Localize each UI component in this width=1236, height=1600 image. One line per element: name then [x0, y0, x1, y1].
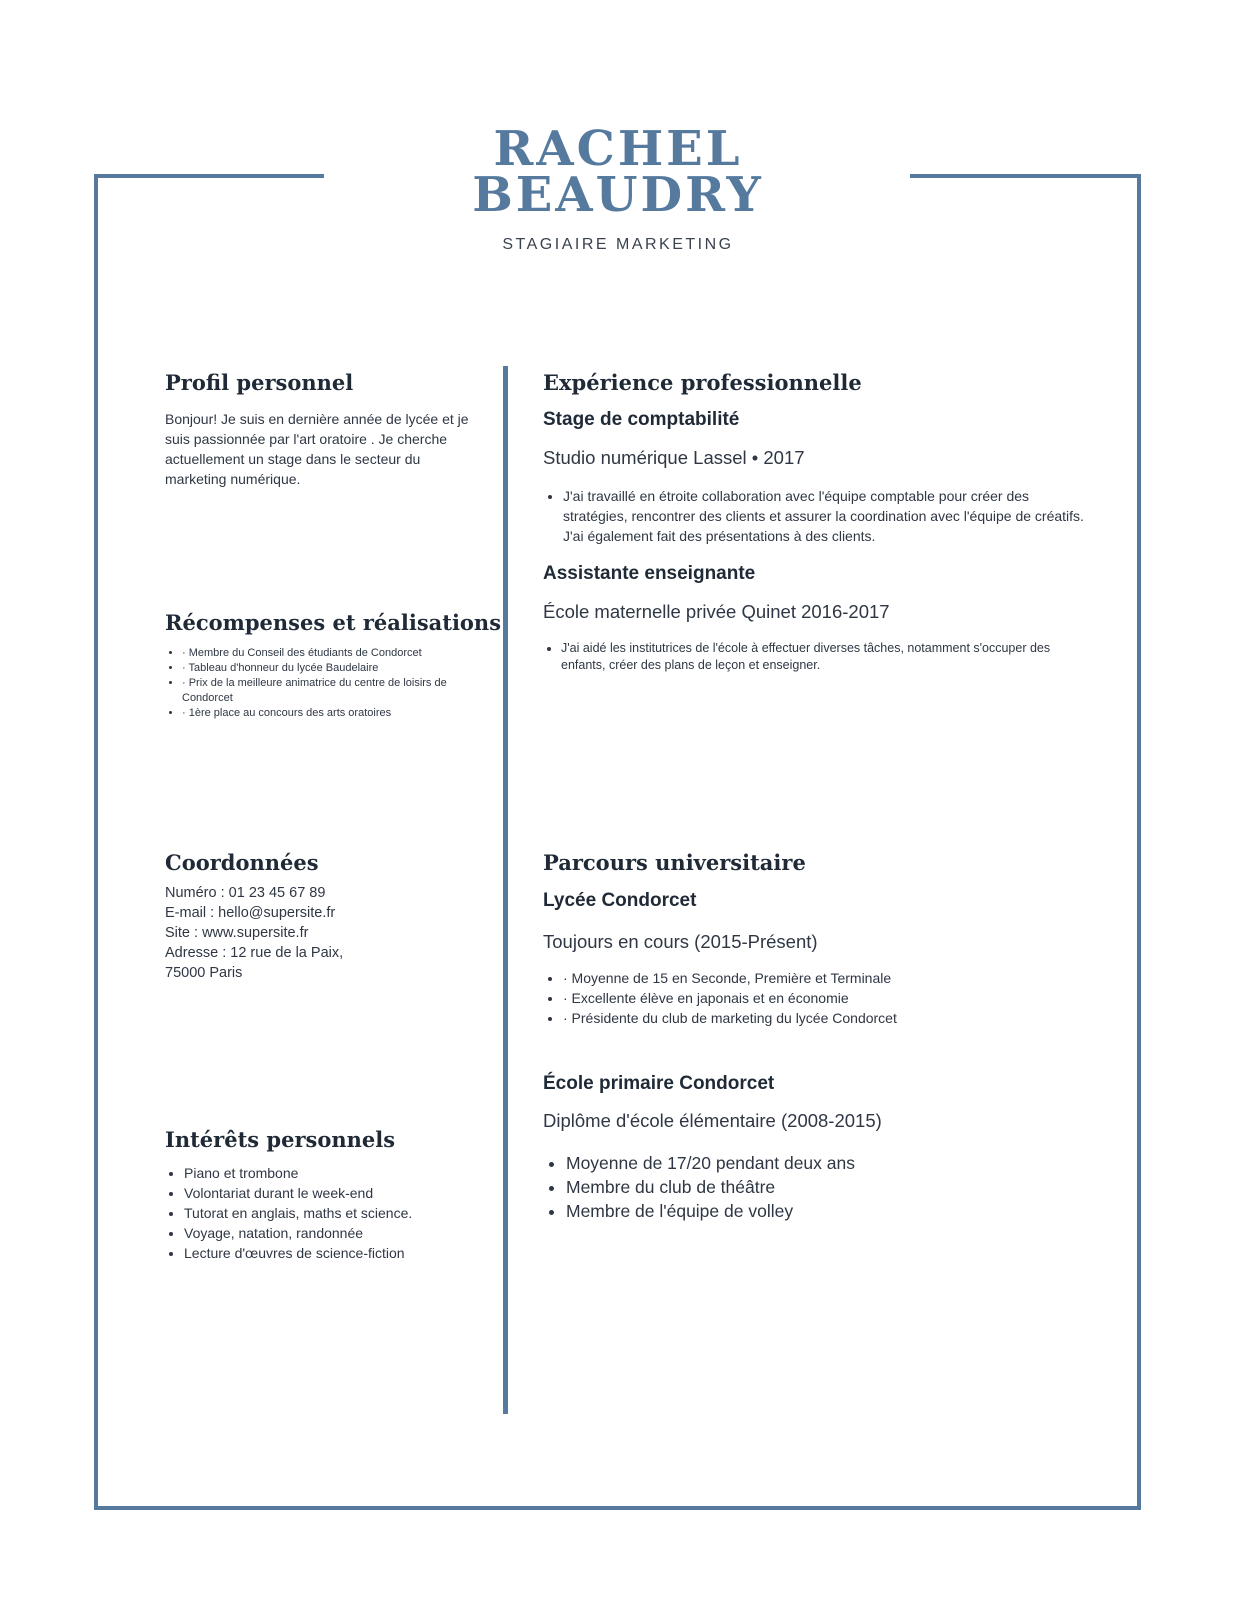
school-name-1: Lycée Condorcet	[543, 890, 697, 911]
job-title-2: Assistante enseignante	[543, 563, 756, 584]
job-meta-2: École maternelle privée Quinet 2016-2017	[543, 601, 890, 622]
candidate-name	[0, 121, 1236, 223]
contact-email[interactable]: E-mail : hello@supersite.fr	[165, 905, 336, 921]
list-item: • Tutorat en anglais, maths et science.	[184, 1203, 504, 1223]
list-item: • Voyage, natation, randonnée	[184, 1223, 504, 1243]
job-meta-1: Studio numérique Lassel • 2017	[543, 447, 805, 468]
interests-heading: Intérêts personnels	[165, 1127, 396, 1152]
job-bullets-1	[543, 486, 1093, 546]
list-item: • · Moyenne de 15 en Seconde, Première et Terminale	[563, 968, 1083, 988]
list-item: • Membre de l'équipe de volley	[566, 1199, 1086, 1223]
list-item: • Piano et trombone	[184, 1163, 504, 1183]
interests-list	[164, 1163, 504, 1263]
awards-heading: Récompenses et réalisations	[165, 610, 502, 635]
list-item: • Membre du club de théâtre	[566, 1175, 1086, 1199]
job-bullets-2	[541, 640, 1071, 673]
frame-left-line	[94, 174, 98, 1510]
school-name-2: École primaire Condorcet	[543, 1073, 775, 1094]
list-item: • · Prix de la meilleure animatrice du centre de loisirs de Condorcet	[182, 676, 492, 706]
school-meta-1: Toujours en cours (2015-Présent)	[543, 931, 818, 952]
contact-site[interactable]: Site : www.supersite.fr	[165, 925, 309, 941]
contact-address-line1: Adresse : 12 rue de la Paix,	[165, 945, 344, 961]
job-title-1: Stage de comptabilité	[543, 409, 740, 430]
list-item: • · Présidente du club de marketing du lycée Condorcet	[563, 1008, 1083, 1028]
list-item: • Lecture d'œuvres de science-fiction	[184, 1243, 504, 1263]
contact-address-line2: 75000 Paris	[165, 965, 243, 981]
list-item: • J'ai travaillé en étroite collaboration avec l'équipe comptable pour créer des stratégies, rencontrer des clients et assurer la coordination avec l'équipe de créatifs. J'ai également fait des présentations à des clients.	[563, 486, 1093, 546]
frame-right-line	[1137, 174, 1141, 1510]
school-meta-2: Diplôme d'école élémentaire (2008-2015)	[543, 1110, 882, 1131]
list-item: • Volontariat durant le week-end	[184, 1183, 504, 1203]
list-item: • · Excellente élève en japonais et en économie	[563, 988, 1083, 1008]
profile-heading: Profil personnel	[165, 370, 354, 395]
list-item: • · 1ère place au concours des arts oratoires	[182, 706, 492, 721]
contact-block	[165, 883, 475, 983]
school-bullets-2	[544, 1151, 1086, 1223]
list-item: • · Membre du Conseil des étudiants de Condorcet	[182, 646, 492, 661]
profile-text: Bonjour! Je suis en dernière année de lycée et je suis passionnée par l'art oratoire . Je cherche actuellement un stage dans le secteur du marketing numérique.	[165, 411, 469, 487]
last-name: BEAUDRY	[472, 167, 764, 223]
contact-heading: Coordonnées	[165, 850, 319, 875]
experience-heading: Expérience professionnelle	[543, 370, 862, 395]
contact-phone: Numéro : 01 23 45 67 89	[165, 885, 326, 901]
education-heading: Parcours universitaire	[543, 850, 806, 875]
awards-list	[162, 646, 492, 721]
first-name: RACHEL	[493, 121, 743, 177]
job-title: STAGIAIRE MARKETING	[502, 236, 734, 253]
frame-bottom-line	[94, 1506, 1141, 1510]
list-item: • Moyenne de 17/20 pendant deux ans	[566, 1151, 1086, 1175]
school-bullets-1	[543, 968, 1083, 1028]
list-item: • J'ai aidé les institutrices de l'école à effectuer diverses tâches, notamment s'occuper des enfants, créer des plans de leçon et enseigner.	[561, 640, 1071, 673]
list-item: • · Tableau d'honneur du lycée Baudelaire	[182, 661, 492, 676]
